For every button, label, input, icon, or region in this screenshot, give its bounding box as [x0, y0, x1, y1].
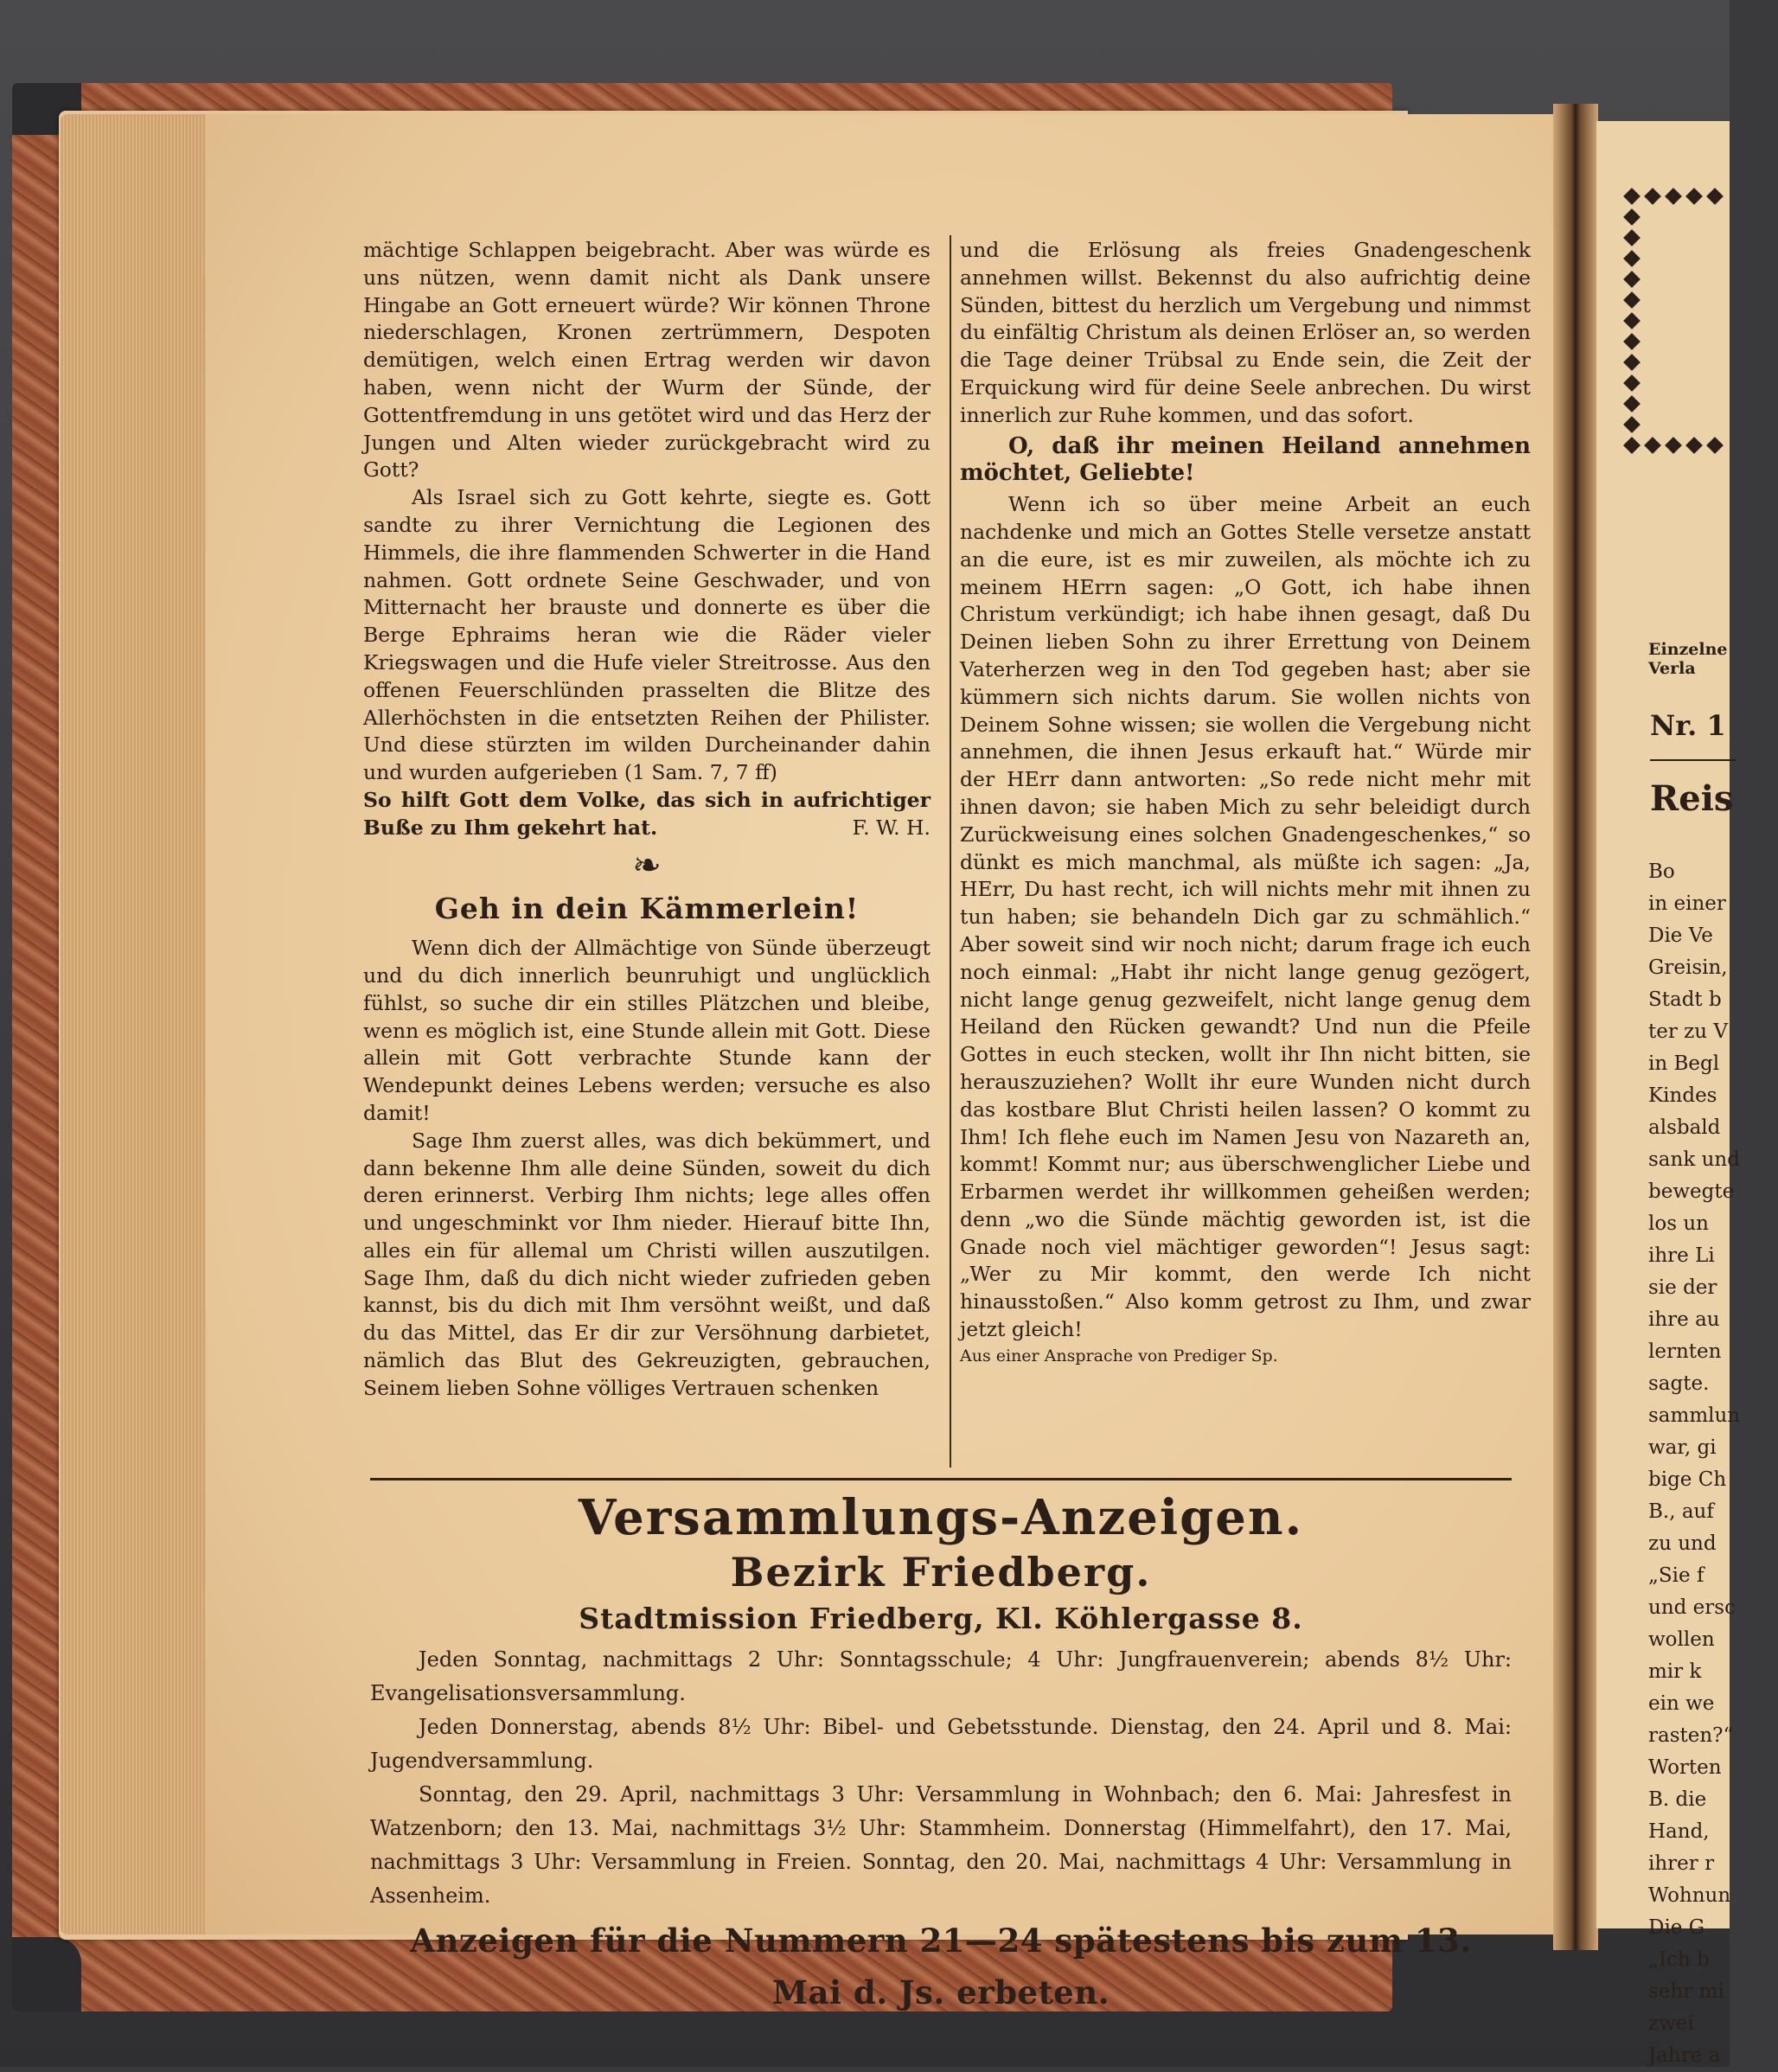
right-page-line: sehr mi	[1648, 1980, 1724, 2003]
section-paragraph-1: Wenn dich der Allmächtige von Sünde überzeugt und du dich innerlich beunruhigt und unglücklich fühlst, so suche dir ein stilles Plätzchen und bleibe, wenn es möglich ist, eine Stunde allein mit Gott. Diese allein mit Gott verbrachte Stunde kann der Wendepunkt deines Lebens werden; versuche es also damit!	[363, 936, 931, 1125]
right-page-line: Bo	[1648, 860, 1675, 883]
announcement-item-2: Jeden Donnerstag, abends 8½ Uhr: Bibel- und Gebetsstunde. Dienstag, den 24. April und 8. Mai: Jugendversammlung.	[370, 1715, 1512, 1773]
frame-diamond-icon	[1623, 250, 1640, 267]
right-page-line: mir k	[1648, 1660, 1702, 1683]
left-page	[206, 114, 1562, 2011]
right-page-rule	[1650, 759, 1736, 761]
right-page-fragment	[1596, 121, 1741, 2067]
column-divider	[950, 235, 951, 1468]
right-page-line: alsbald	[1648, 1116, 1721, 1139]
right-page-lines	[1648, 856, 1778, 2072]
source-note: Aus einer Ansprache von Prediger Sp.	[960, 1346, 1278, 1365]
announcements	[370, 1489, 1512, 2018]
frame-diamond-icon	[1685, 437, 1703, 454]
right-page-line: los un	[1648, 1212, 1709, 1235]
right-page-line: B. die	[1648, 1788, 1707, 1811]
frame-diamond-icon	[1706, 188, 1724, 205]
right-page-line: wollen	[1648, 1628, 1715, 1651]
fleuron-icon: ❧	[632, 845, 662, 886]
mission-address: Stadtmission Friedberg, Kl. Köhlergasse 8.	[579, 1602, 1303, 1635]
right-paragraph-3: Wenn ich so über meine Arbeit an euch nachdenke und mich an Gottes Stelle versetze anstatt an die eure, ist es mir zuweilen, als möchte ich zu meinem HErrn sagen: „O Gott, ich habe ihnen Christum verkündigt; ich habe ihnen gesagt, daß Du Deinen lieben Sohn zu ihrer Errettung von Deinem Vaterherzen weg in den Tod gegeben hast; aber sie kümmern sich nichts darum. Sie wollen nichts von Deinem Sohne wissen; sie wollen die Vergebung nicht annehmen, die ihnen Jesus erkauft hat.“ Würde mir der HErr dann antworten: „So rede nicht mehr mit ihnen davon; sie haben Mich zu sehr beleidigt durch Zurückweisung eines solchen Gnadengeschenkes,“ so dünkt es mich manchmal, als müßte ich sagen: „Ja, HErr, Du hast recht, ich will nichts mehr mit ihnen zu tun haben; sie behandeln Dich gar zu schmählich.“ Aber soweit sind wir noch nicht; darum frage ich euch noch einmal: „Habt ihr nicht lange genug gezögert, nicht lange genug gezweifelt, nicht lange genug dem Heiland den Rücken gewandt? Und nun die Pfeile Gottes in euch stecken, wollt ihr Ihn nicht bitten, sie herauszuziehen? Wollt ihr eure Wunden nicht durch das kostbare Blut Christi heilen lassen? O kommt zu Ihm! Ich flehe euch im Namen Jesu von Nazareth an, kommt! Kommt nur; aus überschwenglicher Liebe und Erbarmen werdet ihr willkommen geheißen werden; denn „wo die Sünde mächtig geworden ist, ist die Gnade noch viel mächtiger geworden“! Jesus sagt: „Wer zu Mir kommt, den werde Ich nicht hinausstoßen.“ Also komm getrost zu Ihm, und zwar jetzt gleich!	[960, 492, 1531, 1342]
frame-diamond-icon	[1685, 188, 1703, 205]
left-paragraph-2: Als Israel sich zu Gott kehrte, siegte es. Gott sandte zu ihrer Vernichtung die Legionen des Himmels, die ihre flammenden Schwerter in die Hand nahmen. Gott ordnete Seine Geschwader, und von Mitternacht her brauste und donnerte es über die Berge Ephraims heran wie die Räder vieler Kriegswagen und die Hufe vieler Streitrosse. Aus den offenen Feuerschlünden prasselten die Blitze des Allerhöchsten in die entsetzten Reihen der Philister. Und diese stürzten im wilden Durcheinander dahin und wurden aufgerieben (1 Sam. 7, 7 ff)	[363, 485, 931, 785]
right-page-line: ein we	[1648, 1692, 1715, 1715]
right-page-line: Stadt b	[1648, 988, 1722, 1011]
right-page-line: rasten?“	[1648, 1724, 1734, 1747]
book-gutter	[1553, 104, 1598, 1950]
frame-diamond-icon	[1644, 437, 1661, 454]
frame-diamond-icon	[1623, 437, 1640, 454]
right-page-small-text: Einzelne Verla	[1648, 640, 1728, 678]
right-page-line: sie der	[1648, 1276, 1717, 1299]
frame-diamond-icon	[1623, 229, 1640, 246]
right-column	[960, 237, 1531, 1368]
frame-diamond-icon	[1623, 333, 1640, 350]
frame-diamond-icon	[1665, 188, 1682, 205]
right-page-line: Die Ve	[1648, 924, 1713, 947]
right-page-line: ihre Li	[1648, 1244, 1715, 1267]
right-page-line: „Sie f	[1648, 1564, 1704, 1587]
right-page-line: Jahre a	[1648, 2044, 1721, 2067]
frame-diamond-icon	[1623, 354, 1640, 371]
right-page-line: sammlun	[1648, 1404, 1741, 1427]
frame-diamond-icon	[1623, 312, 1640, 329]
right-page-line: „Ich b	[1648, 1948, 1710, 1971]
right-page-line: lernten	[1648, 1340, 1722, 1363]
right-page-line: Die G	[1648, 1916, 1705, 1939]
right-page-line: Kindes	[1648, 1084, 1717, 1107]
frame-diamond-icon	[1706, 437, 1724, 454]
frame-diamond-icon	[1623, 416, 1640, 433]
left-paragraph-3	[363, 787, 931, 842]
frame-diamond-icon	[1623, 208, 1640, 226]
right-page-line: ihre au	[1648, 1308, 1720, 1331]
frame-diamond-icon	[1623, 395, 1640, 412]
author-signature: F. W. H.	[852, 815, 931, 840]
district-heading: Bezirk Friedberg.	[730, 1549, 1152, 1596]
right-page-line: Greisin,	[1648, 956, 1728, 979]
deadline-notice: Anzeigen für die Nummern 21—24 spätestens bis zum 13. Mai d. Js. erbeten.	[410, 1922, 1472, 2011]
frame-diamond-icon	[1623, 291, 1640, 309]
frame-diamond-icon	[1623, 188, 1640, 205]
right-page-line: in einer	[1648, 892, 1726, 915]
frame-diamond-icon	[1623, 271, 1640, 288]
ornamental-frame	[1617, 190, 1756, 476]
right-page-heading: Reis	[1650, 778, 1734, 819]
cover-corner-bottom	[12, 1937, 81, 2011]
right-page-line: B., auf	[1648, 1500, 1714, 1523]
right-page-line: Hand,	[1648, 1820, 1710, 1843]
right-page-line: in Begl	[1648, 1052, 1720, 1075]
right-page-line: war, gi	[1648, 1436, 1717, 1459]
right-page-line: bewegte	[1648, 1180, 1735, 1203]
announcement-item-3: Sonntag, den 29. April, nachmittags 3 Uhr: Versammlung in Wohnbach; den 6. Mai: Jahresfest in Watzenborn; den 13. Mai, nachmittags 3½ Uhr: Stammheim. Donnerstag (Himmelfahrt), den 17. Mai, nachmittags 3 Uhr: Versammlung in Freien. Sonntag, den 20. Mai, nachmittags 4 Uhr: Versammlung in Assenheim.	[370, 1782, 1512, 1908]
page-edges	[61, 114, 216, 1935]
section-title: Geh in dein Kämmerlein!	[434, 892, 860, 926]
right-paragraph-1: und die Erlösung als freies Gnadengeschenk annehmen willst. Bekennst du also aufrichtig deine Sünden, bittest du herzlich um Vergebung und nimmst du einfältig Christum als deinen Erlöser an, so werden die Tage deiner Trübsal zu Ende sein, die Zeit der Erquickung wird für deine Seele anbrechen. Du wirst innerlich zur Ruhe kommen, und das sofort.	[960, 238, 1531, 427]
right-page-line: sagte.	[1648, 1372, 1710, 1395]
frame-diamond-icon	[1623, 374, 1640, 392]
right-page-line: ihrer r	[1648, 1852, 1715, 1875]
closing-sentence: So hilft Gott dem Volke, das sich in aufrichtiger Buße zu Ihm gekehrt hat.	[363, 787, 931, 840]
right-page-line: bige Ch	[1648, 1468, 1727, 1491]
right-page-line: und ersc	[1648, 1596, 1736, 1619]
announcement-item-1: Jeden Sonntag, nachmittags 2 Uhr: Sonntagsschule; 4 Uhr: Jungfrauenverein; abends 8½ Uhr: Evangelisationsversammlung.	[370, 1647, 1512, 1705]
issue-number: Nr. 1	[1650, 709, 1726, 742]
right-page-line: ter zu V	[1648, 1020, 1729, 1043]
right-page-line: zwei	[1648, 2012, 1694, 2035]
right-page-line: Wohnun	[1648, 1884, 1731, 1907]
right-page-line: zu und	[1648, 1532, 1717, 1555]
announcements-title: Versammlungs-Anzeigen.	[578, 1489, 1304, 1546]
right-page-line: Worten	[1648, 1756, 1722, 1779]
left-column	[363, 237, 931, 1403]
announcement-rule	[370, 1478, 1512, 1480]
right-page-line: sank und	[1648, 1148, 1740, 1171]
frame-diamond-icon	[1644, 188, 1661, 205]
left-paragraph-1: mächtige Schlappen beigebracht. Aber was würde es uns nützen, wenn damit nicht als Dank unsere Hingabe an Gott erneuert würde? Wir können Throne niederschlagen, Kronen zertrümmern, Despoten demütigen, welch einen Ertrag werden wir davon haben, wenn nicht der Wurm der Sünde, der Gottentfremdung in uns getötet wird und das Herz der Jungen und Alten wieder zurückgebracht wird zu Gott?	[363, 238, 931, 483]
section-paragraph-2: Sage Ihm zuerst alles, was dich bekümmert, und dann bekenne Ihm alle deine Sünden, soweit du dich deren erinnerst. Verbirg Ihm nichts; lege alles offen und ungeschminkt vor Ihm nieder. Hierauf bitte Ihn, alles ein für allemal um Christi willen auszutilgen. Sage Ihm, daß du dich nicht wieder zufrieden geben kannst, bis du dich mit Ihm versöhnt weißt, und daß du das Mittel, das Er dir zur Versöhnung darbietet, nämlich das Blut des Gekreuzigten, gebrauchen, Seinem lieben Sohne völliges Vertrauen schenken	[363, 1128, 931, 1400]
right-exhortation: O, daß ihr meinen Heiland annehmen möchtet, Geliebte!	[960, 432, 1531, 487]
frame-diamond-icon	[1665, 437, 1682, 454]
